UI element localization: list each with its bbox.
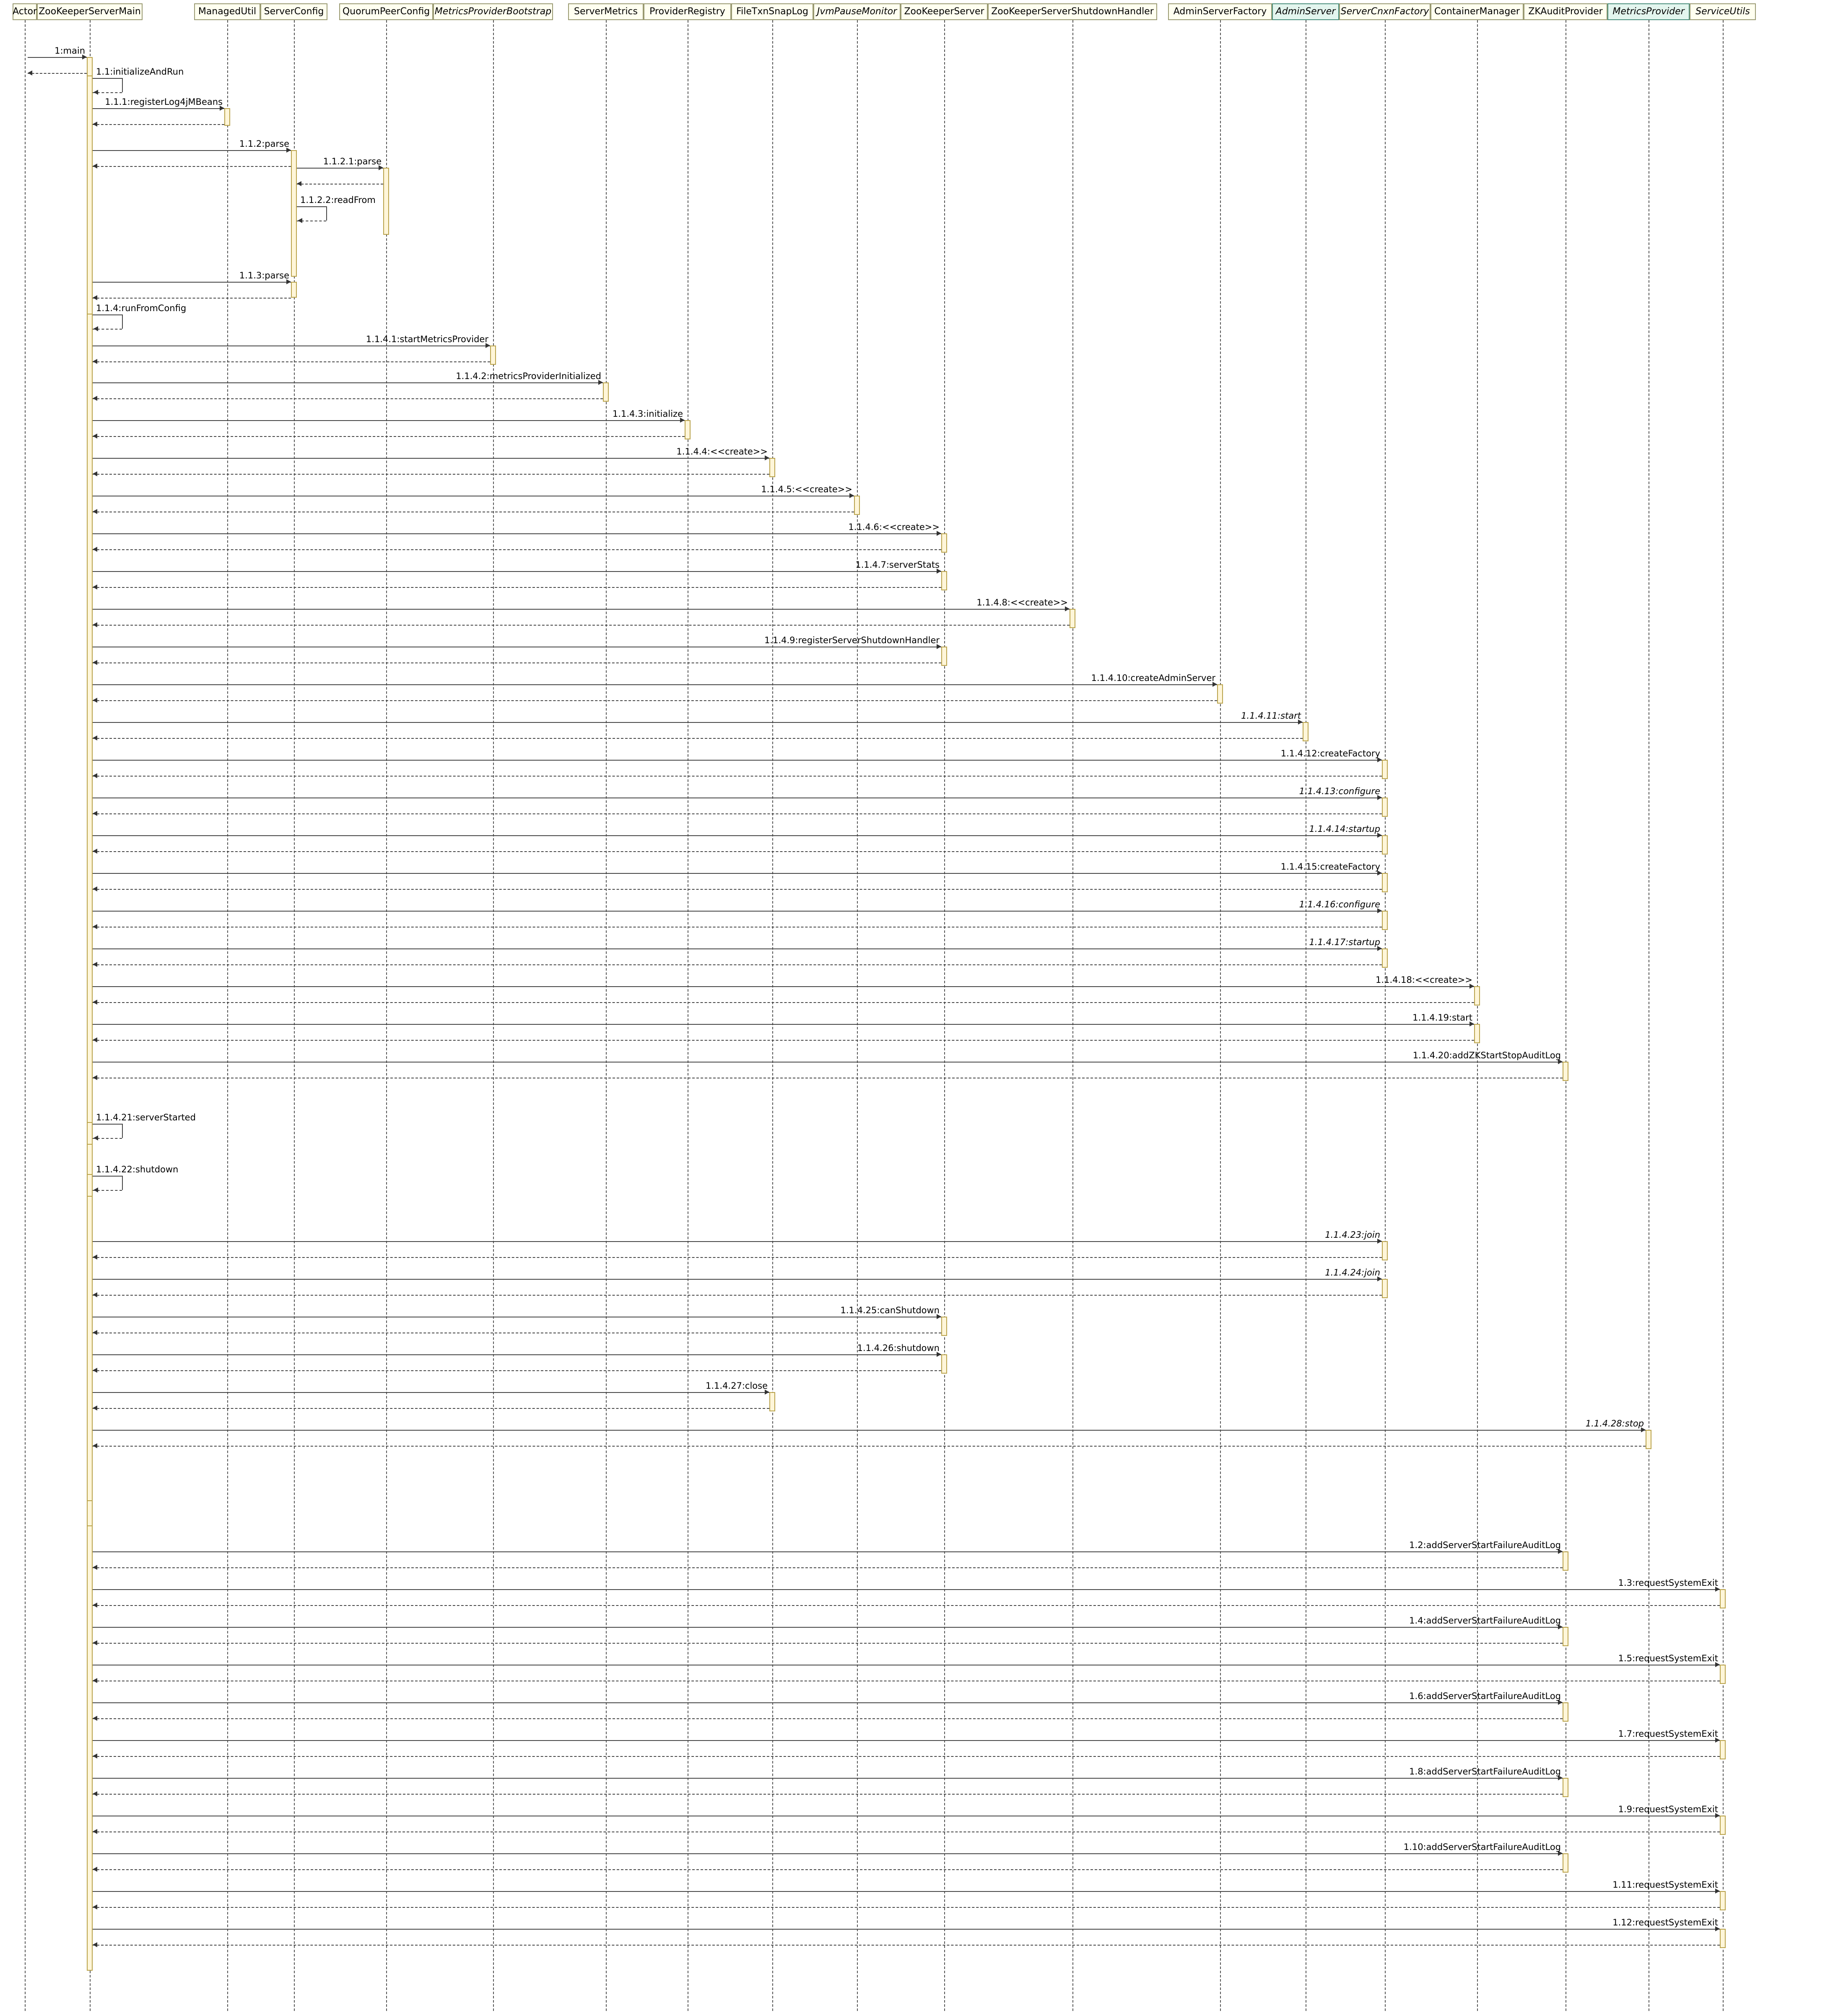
activation-bar-serviceUtils bbox=[1720, 1816, 1726, 1835]
return-line bbox=[93, 549, 941, 550]
message-label: 1.7:requestSystemExit bbox=[1618, 1729, 1718, 1739]
lifeline-head-serverCnxFactory[interactable]: ServerCnxnFactory bbox=[1339, 3, 1431, 20]
message-label: 1.1.4.26:shutdown bbox=[857, 1343, 940, 1353]
return-line bbox=[93, 298, 291, 299]
activation-bar-serviceUtils bbox=[1720, 1891, 1726, 1910]
message-label: 1.4:addServerStartFailureAuditLog bbox=[1409, 1616, 1561, 1626]
activation-bar-serviceUtils bbox=[1720, 1740, 1726, 1759]
message-line bbox=[93, 108, 224, 109]
return-line bbox=[93, 700, 1217, 701]
return-line bbox=[93, 1869, 1563, 1870]
return-line bbox=[93, 361, 490, 362]
message-label: 1.1.2.2:readFrom bbox=[300, 195, 376, 205]
activation-bar-containerManager bbox=[1474, 1024, 1480, 1043]
message-line bbox=[93, 1392, 769, 1393]
arrow-head bbox=[93, 326, 98, 331]
message-line bbox=[93, 986, 1474, 987]
message-line bbox=[297, 206, 326, 207]
message-label: 1.1.2.1:parse bbox=[323, 156, 382, 166]
return-line bbox=[93, 889, 1382, 890]
message-line-vertical bbox=[122, 314, 123, 329]
return-line bbox=[93, 1002, 1474, 1003]
activation-bar-serverCnxFactory bbox=[1382, 760, 1388, 779]
message-label: 1.1.4.17:startup bbox=[1309, 937, 1380, 947]
activation-bar-zkAuditProvider bbox=[1563, 1551, 1568, 1571]
activation-bar-zkAuditProvider bbox=[1563, 1853, 1568, 1873]
return-line bbox=[93, 1718, 1563, 1719]
return-line bbox=[93, 587, 941, 588]
message-line bbox=[93, 1354, 941, 1355]
lifeline-head-jvmPauseMonitor[interactable]: JvmPauseMonitor bbox=[813, 3, 901, 20]
message-line bbox=[93, 609, 1070, 610]
arrow-head bbox=[297, 181, 301, 186]
activation-bar-zkAuditProvider bbox=[1563, 1627, 1568, 1646]
arrow-head bbox=[93, 1640, 97, 1645]
message-line bbox=[93, 150, 291, 151]
activation-bar-providerRegistry bbox=[685, 420, 691, 439]
message-label: 1.1.4.3:initialize bbox=[612, 409, 683, 419]
return-line bbox=[93, 851, 1382, 852]
activation-bar-serverConfig bbox=[291, 282, 297, 298]
message-label: 1.11:requestSystemExit bbox=[1612, 1880, 1718, 1890]
message-line bbox=[93, 1024, 1474, 1025]
message-label: 1.1.4.2:metricsProviderInitialized bbox=[456, 371, 601, 381]
lifeline-head-metricsProvider[interactable]: MetricsProvider bbox=[1607, 3, 1690, 20]
arrow-head bbox=[93, 1187, 98, 1192]
message-label: 1.1.4.18:<<create>> bbox=[1376, 975, 1472, 985]
message-line bbox=[93, 382, 603, 383]
activation-bar-zooKeeperServer bbox=[941, 647, 947, 666]
arrow-head bbox=[93, 849, 97, 854]
activation-bar-zkAuditProvider bbox=[1563, 1702, 1568, 1722]
message-line bbox=[93, 571, 941, 572]
message-line bbox=[93, 1430, 1646, 1431]
message-label: 1.1.4.8:<<create>> bbox=[976, 598, 1068, 608]
arrow-head bbox=[93, 1603, 97, 1608]
message-label: 1.1.4.7:serverStats bbox=[855, 560, 940, 570]
lifeline-head-actor[interactable]: Actor bbox=[13, 3, 37, 20]
message-line bbox=[93, 533, 941, 534]
arrow-head bbox=[93, 1904, 97, 1909]
activation-bar-serviceUtils bbox=[1720, 1589, 1726, 1608]
lifeline-head-metricsBootstrap[interactable]: MetricsProviderBootstrap bbox=[433, 3, 553, 20]
message-label: 1.10:addServerStartFailureAuditLog bbox=[1403, 1842, 1561, 1852]
return-line bbox=[93, 124, 224, 125]
arrow-head bbox=[93, 1791, 97, 1796]
return-line bbox=[93, 1257, 1382, 1258]
message-label: 1.1.4.14:startup bbox=[1309, 824, 1380, 834]
message-line-vertical bbox=[122, 78, 123, 92]
message-label: 1.8:addServerStartFailureAuditLog bbox=[1409, 1767, 1561, 1777]
message-line bbox=[93, 1627, 1563, 1628]
arrow-head bbox=[93, 886, 97, 891]
activation-bar-serverCnxFactory bbox=[1382, 911, 1388, 930]
lifeline-containerManager bbox=[1477, 20, 1478, 2011]
message-line bbox=[93, 282, 291, 283]
arrow-head bbox=[93, 735, 97, 740]
return-line bbox=[93, 1756, 1720, 1757]
message-label: 1.1.4.13:configure bbox=[1299, 786, 1380, 796]
message-label: 1.1.4.20:addZKStartStopAuditLog bbox=[1412, 1050, 1561, 1060]
lifeline-serviceUtils bbox=[1723, 20, 1724, 2011]
return-line bbox=[93, 776, 1382, 777]
arrow-head bbox=[93, 1000, 97, 1005]
lifeline-head-zooKeeperServer[interactable]: ZooKeeperServer bbox=[901, 3, 988, 20]
return-line bbox=[93, 1907, 1720, 1908]
return-line bbox=[93, 1446, 1646, 1447]
activation-bar-zkServerMain bbox=[87, 1122, 93, 1145]
message-label: 1.1.4.12:createFactory bbox=[1280, 748, 1380, 759]
message-line bbox=[93, 948, 1382, 949]
message-line-vertical bbox=[326, 206, 327, 221]
message-line bbox=[93, 684, 1217, 685]
return-line bbox=[93, 813, 1382, 814]
message-label: 1.12:requestSystemExit bbox=[1612, 1917, 1718, 1928]
return-line bbox=[93, 1567, 1563, 1568]
lifeline-head-serverConfig[interactable]: ServerConfig bbox=[260, 3, 327, 20]
lifeline-head-adminSrvFactory[interactable]: AdminServerFactory bbox=[1168, 3, 1272, 20]
message-label: 1.1.4.11:start bbox=[1241, 711, 1301, 721]
lifeline-head-serverMetrics[interactable]: ServerMetrics bbox=[568, 3, 644, 20]
arrow-head bbox=[93, 773, 97, 778]
arrow-head bbox=[93, 924, 97, 929]
arrow-head bbox=[93, 1135, 98, 1140]
message-line bbox=[93, 1778, 1563, 1779]
lifeline-head-serviceUtils[interactable]: ServiceUtils bbox=[1690, 3, 1756, 20]
message-label: 1.9:requestSystemExit bbox=[1618, 1804, 1718, 1814]
arrow-head bbox=[93, 295, 97, 300]
message-line bbox=[93, 1740, 1720, 1741]
lifeline-head-fileTxnSnapLog[interactable]: FileTxnSnapLog bbox=[731, 3, 813, 20]
activation-bar-serverCnxFactory bbox=[1382, 1279, 1388, 1298]
arrow-head bbox=[93, 1754, 97, 1759]
arrow-head bbox=[93, 1037, 97, 1042]
arrow-head bbox=[93, 1716, 97, 1721]
arrow-head bbox=[298, 218, 302, 223]
return-line bbox=[93, 625, 1070, 626]
arrow-head bbox=[28, 70, 32, 75]
message-label: 1.1.4.22:shutdown bbox=[96, 1164, 179, 1174]
message-line bbox=[93, 911, 1382, 912]
activation-bar-serviceUtils bbox=[1720, 1665, 1726, 1684]
activation-bar-fileTxnSnapLog bbox=[769, 458, 775, 477]
message-label: 1.1.4.27:close bbox=[706, 1381, 768, 1391]
message-label: 1.2:addServerStartFailureAuditLog bbox=[1409, 1540, 1561, 1550]
activation-bar-metricsProvider bbox=[1646, 1430, 1651, 1449]
message-line bbox=[93, 1589, 1720, 1590]
activation-bar-containerManager bbox=[1474, 986, 1480, 1005]
message-line bbox=[93, 458, 769, 459]
arrow-head bbox=[93, 1075, 97, 1080]
return-line bbox=[93, 1605, 1720, 1606]
activation-bar-zkShutdownHdl bbox=[1070, 609, 1075, 628]
message-label: 1.1.1:registerLog4jMBeans bbox=[105, 97, 223, 107]
lifeline-head-containerManager[interactable]: ContainerManager bbox=[1431, 3, 1524, 20]
arrow-head bbox=[93, 1443, 97, 1448]
activation-bar-managedUtil bbox=[224, 108, 230, 126]
activation-bar-serverCnxFactory bbox=[1382, 835, 1388, 855]
arrow-head bbox=[93, 122, 97, 127]
arrow-head bbox=[93, 1942, 97, 1947]
arrow-head bbox=[93, 1829, 97, 1834]
lifeline-head-zkServerMain[interactable]: ZooKeeperServerMain bbox=[37, 3, 143, 20]
return-line bbox=[93, 1040, 1474, 1041]
message-label: 1.1.4.16:configure bbox=[1299, 899, 1380, 909]
arrow-head bbox=[93, 359, 97, 364]
activation-bar-zooKeeperServer bbox=[941, 571, 947, 590]
activation-bar-zkAuditProvider bbox=[1563, 1062, 1568, 1081]
message-line-vertical bbox=[122, 1124, 123, 1138]
message-line bbox=[93, 1702, 1563, 1703]
arrow-head bbox=[93, 622, 97, 627]
arrow-head bbox=[93, 1867, 97, 1872]
activation-bar-zkServerMain bbox=[87, 1174, 93, 1197]
lifeline-head-quorumPeerConfig[interactable]: QuorumPeerConfig bbox=[339, 3, 433, 20]
message-label: 1.1.4.23:join bbox=[1325, 1230, 1380, 1240]
arrow-head bbox=[93, 434, 97, 439]
activation-bar-adminSrvFactory bbox=[1217, 684, 1223, 704]
lifeline-head-adminServer[interactable]: AdminServer bbox=[1272, 3, 1339, 20]
activation-bar-serviceUtils bbox=[1720, 1929, 1726, 1948]
message-line bbox=[93, 1062, 1563, 1063]
message-line bbox=[93, 1279, 1382, 1280]
message-label: 1.1.4.4:<<create>> bbox=[676, 447, 768, 457]
activation-bar-serverCnxFactory bbox=[1382, 1241, 1388, 1260]
return-line bbox=[93, 1295, 1382, 1296]
arrow-head bbox=[93, 1565, 97, 1570]
activation-bar-serverMetrics bbox=[603, 382, 609, 402]
activation-bar-zooKeeperServer bbox=[941, 533, 947, 553]
return-line bbox=[93, 964, 1382, 965]
return-line bbox=[93, 662, 941, 663]
arrow-head bbox=[93, 585, 97, 590]
message-line bbox=[93, 1124, 122, 1125]
activation-bar-serverConfig bbox=[291, 150, 297, 277]
lifeline-head-managedUtil[interactable]: ManagedUtil bbox=[194, 3, 260, 20]
return-line bbox=[93, 1370, 941, 1371]
activation-bar-quorumPeerConfig bbox=[383, 168, 389, 235]
arrow-head bbox=[93, 547, 97, 552]
message-line-vertical bbox=[122, 1176, 123, 1190]
message-label: 1.1:initializeAndRun bbox=[96, 67, 184, 77]
return-line bbox=[93, 1794, 1563, 1795]
arrow-head bbox=[93, 90, 98, 95]
message-line bbox=[93, 1241, 1382, 1242]
message-label: 1.3:requestSystemExit bbox=[1618, 1578, 1718, 1588]
message-line bbox=[93, 314, 122, 315]
arrow-head bbox=[93, 1368, 97, 1373]
message-line bbox=[93, 722, 1303, 723]
message-label: 1.1.4:runFromConfig bbox=[96, 303, 187, 313]
return-line bbox=[93, 436, 685, 437]
return-line bbox=[93, 1945, 1720, 1946]
message-label: 1.1.4.21:serverStarted bbox=[96, 1112, 196, 1122]
arrow-head bbox=[93, 962, 97, 967]
arrow-head bbox=[93, 660, 97, 665]
lifeline-head-zkShutdownHdl[interactable]: ZooKeeperServerShutdownHandler bbox=[988, 3, 1157, 20]
message-line bbox=[297, 168, 383, 169]
activation-bar-serverCnxFactory bbox=[1382, 948, 1388, 968]
activation-bar-zkAuditProvider bbox=[1563, 1778, 1568, 1797]
message-label: 1.6:addServerStartFailureAuditLog bbox=[1409, 1691, 1561, 1701]
message-line bbox=[93, 420, 685, 421]
arrow-head bbox=[93, 1678, 97, 1683]
activation-bar-metricsBootstrap bbox=[490, 346, 496, 365]
activation-bar-jvmPauseMonitor bbox=[854, 496, 860, 515]
arrow-head bbox=[93, 396, 97, 401]
message-line bbox=[93, 78, 122, 79]
message-label: 1.1.2:parse bbox=[239, 139, 289, 149]
message-label: 1.1.4.5:<<create>> bbox=[761, 484, 852, 494]
message-label: 1.1.4.19:start bbox=[1412, 1013, 1472, 1023]
lifeline-head-providerRegistry[interactable]: ProviderRegistry bbox=[644, 3, 731, 20]
arrow-head bbox=[93, 698, 97, 703]
activation-bar-zooKeeperServer bbox=[941, 1317, 947, 1336]
message-label: 1.1.4.1:startMetricsProvider bbox=[366, 334, 488, 344]
message-label: 1.1.4.15:createFactory bbox=[1280, 862, 1380, 872]
return-line bbox=[93, 738, 1303, 739]
arrow-head bbox=[93, 471, 97, 476]
message-line bbox=[93, 873, 1382, 874]
return-line bbox=[93, 398, 603, 399]
message-label: 1.1.4.25:canShutdown bbox=[840, 1305, 940, 1315]
return-line bbox=[93, 1643, 1563, 1644]
message-label: 1.1.4.24:join bbox=[1325, 1268, 1380, 1278]
arrow-head bbox=[93, 1405, 97, 1411]
message-line bbox=[28, 57, 87, 58]
message-label: 1.1.3:parse bbox=[239, 270, 289, 281]
return-line bbox=[28, 73, 87, 74]
activation-bar-adminServer bbox=[1303, 722, 1309, 741]
message-label: 1.1.4.28:stop bbox=[1585, 1418, 1644, 1429]
activation-bar-zooKeeperServer bbox=[941, 1354, 947, 1374]
message-label: 1.1.4.9:registerServerShutdownHandler bbox=[764, 635, 940, 645]
message-label: 1.1.4.10:createAdminServer bbox=[1091, 673, 1215, 683]
arrow-head bbox=[93, 1292, 97, 1297]
return-line bbox=[93, 474, 769, 475]
activation-bar-serverCnxFactory bbox=[1382, 873, 1388, 892]
message-line bbox=[93, 1891, 1720, 1892]
message-line bbox=[93, 835, 1382, 836]
message-line bbox=[93, 760, 1382, 761]
arrow-head bbox=[93, 509, 97, 514]
message-label: 1.1.4.6:<<create>> bbox=[848, 522, 940, 532]
message-label: 1.5:requestSystemExit bbox=[1618, 1653, 1718, 1663]
message-line bbox=[93, 1853, 1563, 1854]
arrow-head bbox=[93, 1255, 97, 1260]
message-line bbox=[93, 1929, 1720, 1930]
message-label: 1:main bbox=[55, 46, 85, 56]
message-line bbox=[93, 1176, 122, 1177]
activation-bar-serverCnxFactory bbox=[1382, 798, 1388, 817]
arrow-head bbox=[93, 811, 97, 816]
lifeline-head-zkAuditProvider[interactable]: ZKAuditProvider bbox=[1524, 3, 1607, 20]
message-line bbox=[93, 1551, 1563, 1552]
arrow-head bbox=[93, 1330, 97, 1335]
activation-bar-fileTxnSnapLog bbox=[769, 1392, 775, 1411]
return-line bbox=[93, 1408, 769, 1409]
